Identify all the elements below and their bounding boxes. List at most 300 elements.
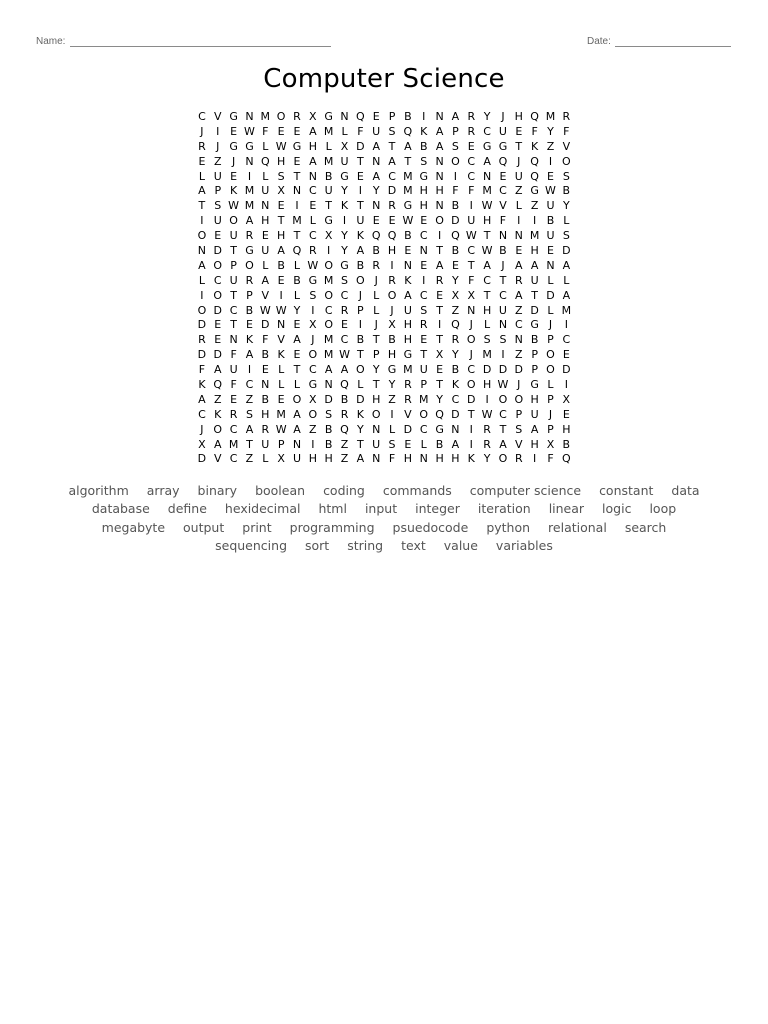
grid-letter[interactable]: T <box>293 169 301 183</box>
grid-letter[interactable]: H <box>451 452 460 466</box>
grid-letter[interactable]: J <box>548 318 553 332</box>
grid-letter[interactable]: A <box>214 437 222 451</box>
grid-letter[interactable]: R <box>340 407 349 421</box>
grid-letter[interactable]: O <box>292 392 302 406</box>
grid-letter[interactable]: O <box>324 258 333 272</box>
grid-letter[interactable]: A <box>293 333 301 347</box>
grid-letter[interactable]: E <box>277 392 285 406</box>
grid-letter[interactable]: T <box>499 273 507 287</box>
grid-letter[interactable]: S <box>562 229 570 243</box>
grid-letter[interactable]: H <box>277 154 286 168</box>
grid-letter[interactable]: A <box>356 244 365 258</box>
grid-letter[interactable]: A <box>435 258 444 272</box>
grid-letter[interactable]: F <box>499 214 507 228</box>
grid-letter[interactable]: I <box>279 288 283 302</box>
grid-letter[interactable]: D <box>562 244 571 258</box>
grid-letter[interactable]: X <box>309 110 317 123</box>
grid-letter[interactable]: N <box>245 154 254 168</box>
grid-letter[interactable]: N <box>308 169 317 183</box>
grid-letter[interactable]: Q <box>340 378 349 392</box>
grid-letter[interactable]: Q <box>498 154 508 168</box>
grid-letter[interactable]: G <box>482 139 492 153</box>
grid-letter[interactable]: Y <box>388 378 396 392</box>
grid-letter[interactable]: T <box>483 229 491 243</box>
grid-letter[interactable]: I <box>358 184 362 198</box>
grid-letter[interactable]: Z <box>213 392 222 406</box>
grid-letter[interactable]: A <box>309 124 317 138</box>
grid-letter[interactable]: Z <box>451 303 460 317</box>
grid-letter[interactable]: E <box>293 348 301 362</box>
grid-letter[interactable]: G <box>387 363 397 377</box>
grid-letter[interactable]: R <box>293 110 301 123</box>
grid-letter[interactable]: S <box>388 124 396 138</box>
grid-letter[interactable]: E <box>515 124 523 138</box>
grid-letter[interactable]: D <box>546 288 555 302</box>
grid-letter[interactable]: S <box>420 303 428 317</box>
grid-letter[interactable]: A <box>372 169 380 183</box>
grid-letter[interactable]: A <box>483 258 491 272</box>
grid-letter[interactable]: E <box>341 318 348 332</box>
grid-letter[interactable]: C <box>499 407 507 421</box>
grid-letter[interactable]: W <box>481 244 493 258</box>
grid-letter[interactable]: G <box>229 139 238 153</box>
grid-letter[interactable]: B <box>499 244 507 258</box>
grid-letter[interactable]: D <box>197 452 207 466</box>
grid-letter[interactable]: U <box>292 452 302 466</box>
grid-letter[interactable]: A <box>530 258 539 272</box>
grid-letter[interactable]: T <box>404 154 412 168</box>
grid-letter[interactable]: U <box>261 437 270 451</box>
grid-letter[interactable]: V <box>499 199 507 213</box>
grid-letter[interactable]: O <box>197 303 207 317</box>
grid-letter[interactable]: N <box>435 154 444 168</box>
grid-letter[interactable]: R <box>245 273 254 287</box>
grid-letter[interactable]: E <box>245 318 253 332</box>
grid-letter[interactable]: P <box>547 392 554 406</box>
grid-letter[interactable]: G <box>308 273 318 287</box>
grid-letter[interactable]: X <box>388 318 396 332</box>
grid-letter[interactable]: O <box>276 110 286 123</box>
grid-letter[interactable]: H <box>387 348 397 362</box>
grid-letter[interactable]: B <box>530 333 539 347</box>
grid-letter[interactable]: Q <box>371 229 381 243</box>
grid-letter[interactable]: G <box>324 110 333 123</box>
grid-letter[interactable]: A <box>451 437 460 451</box>
grid-letter[interactable]: T <box>483 288 491 302</box>
grid-letter[interactable]: A <box>198 258 206 272</box>
grid-letter[interactable]: Z <box>515 303 523 317</box>
grid-letter[interactable]: O <box>435 214 444 228</box>
grid-letter[interactable]: I <box>327 244 331 258</box>
grid-letter[interactable]: H <box>419 199 428 213</box>
grid-letter[interactable]: M <box>529 229 540 243</box>
grid-letter[interactable]: Q <box>451 318 460 332</box>
grid-letter[interactable]: G <box>403 199 413 213</box>
grid-letter[interactable]: I <box>390 258 394 272</box>
grid-letter[interactable]: G <box>419 169 428 183</box>
grid-letter[interactable]: W <box>275 422 287 436</box>
grid-letter[interactable]: E <box>467 139 475 153</box>
grid-letter[interactable]: L <box>484 318 491 332</box>
grid-letter[interactable]: S <box>420 154 428 168</box>
grid-letter[interactable]: J <box>200 124 204 138</box>
grid-letter[interactable]: M <box>260 110 271 123</box>
grid-letter[interactable]: C <box>451 392 460 406</box>
grid-letter[interactable]: O <box>514 392 524 406</box>
grid-letter[interactable]: N <box>372 422 381 436</box>
grid-letter[interactable]: A <box>562 288 571 302</box>
grid-letter[interactable]: O <box>466 333 476 347</box>
grid-letter[interactable]: S <box>451 139 459 153</box>
grid-letter[interactable]: K <box>451 378 460 392</box>
grid-letter[interactable]: X <box>467 288 476 302</box>
grid-letter[interactable]: B <box>293 273 301 287</box>
grid-letter[interactable]: A <box>451 110 460 123</box>
grid-letter[interactable]: A <box>562 258 571 272</box>
grid-letter[interactable]: E <box>547 169 554 183</box>
grid-letter[interactable]: O <box>308 407 318 421</box>
grid-letter[interactable]: O <box>466 378 476 392</box>
grid-letter[interactable]: B <box>451 363 460 377</box>
grid-letter[interactable]: U <box>372 124 381 138</box>
grid-letter[interactable]: G <box>403 348 413 362</box>
grid-letter[interactable]: O <box>213 258 223 272</box>
grid-letter[interactable]: A <box>198 392 206 406</box>
grid-letter[interactable]: E <box>230 169 238 183</box>
grid-letter[interactable]: T <box>293 363 301 377</box>
grid-letter[interactable]: U <box>356 214 365 228</box>
grid-letter[interactable]: I <box>437 229 442 243</box>
grid-letter[interactable]: Y <box>341 184 348 198</box>
grid-letter[interactable]: Q <box>356 110 365 123</box>
grid-letter[interactable]: F <box>198 363 206 377</box>
grid-letter[interactable]: W <box>465 229 477 243</box>
grid-letter[interactable]: E <box>293 154 301 168</box>
grid-letter[interactable]: O <box>498 392 508 406</box>
grid-letter[interactable]: E <box>261 363 269 377</box>
name-field-line[interactable] <box>70 46 331 47</box>
grid-letter[interactable]: K <box>230 184 238 198</box>
grid-letter[interactable]: K <box>356 229 364 243</box>
grid-letter[interactable]: F <box>468 184 475 198</box>
grid-letter[interactable]: C <box>419 229 428 243</box>
grid-letter[interactable]: X <box>435 348 444 362</box>
grid-letter[interactable]: E <box>230 124 238 138</box>
grid-letter[interactable]: Y <box>341 229 348 243</box>
grid-letter[interactable]: E <box>420 258 428 272</box>
grid-letter[interactable]: Y <box>562 199 570 213</box>
grid-letter[interactable]: I <box>469 437 473 451</box>
grid-letter[interactable]: U <box>467 214 476 228</box>
grid-letter[interactable]: J <box>501 110 505 123</box>
grid-letter[interactable]: C <box>419 422 428 436</box>
grid-letter[interactable]: X <box>562 392 571 406</box>
grid-letter[interactable]: S <box>341 273 348 287</box>
grid-letter[interactable]: K <box>356 407 364 421</box>
grid-letter[interactable]: X <box>277 452 285 466</box>
grid-letter[interactable]: L <box>547 378 554 392</box>
grid-letter[interactable]: K <box>404 273 412 287</box>
grid-letter[interactable]: O <box>245 258 254 272</box>
grid-letter[interactable]: H <box>308 139 317 153</box>
grid-letter[interactable]: O <box>546 363 555 377</box>
grid-letter[interactable]: H <box>482 378 492 392</box>
grid-letter[interactable]: Z <box>530 199 539 213</box>
grid-letter[interactable]: A <box>499 437 507 451</box>
grid-letter[interactable]: X <box>451 288 460 302</box>
grid-letter[interactable]: U <box>372 437 381 451</box>
grid-letter[interactable]: Z <box>213 154 222 168</box>
grid-letter[interactable]: A <box>245 422 254 436</box>
grid-letter[interactable]: O <box>197 229 207 243</box>
grid-letter[interactable]: A <box>372 139 380 153</box>
grid-letter[interactable]: R <box>404 392 412 406</box>
grid-letter[interactable]: B <box>324 437 333 451</box>
grid-letter[interactable]: V <box>214 452 222 466</box>
grid-letter[interactable]: I <box>533 452 537 466</box>
grid-letter[interactable]: D <box>387 184 397 198</box>
grid-letter[interactable]: V <box>214 110 222 123</box>
grid-letter[interactable]: O <box>498 452 508 466</box>
grid-letter[interactable]: J <box>548 407 553 421</box>
grid-letter[interactable]: L <box>325 139 332 153</box>
grid-letter[interactable]: C <box>499 184 507 198</box>
grid-letter[interactable]: B <box>451 199 460 213</box>
grid-letter[interactable]: L <box>357 378 364 392</box>
grid-letter[interactable]: R <box>261 422 270 436</box>
grid-letter[interactable]: P <box>246 288 253 302</box>
grid-letter[interactable]: D <box>213 348 222 362</box>
grid-letter[interactable]: L <box>515 199 522 213</box>
grid-letter[interactable]: W <box>402 214 414 228</box>
grid-letter[interactable]: D <box>451 407 460 421</box>
grid-letter[interactable]: X <box>340 139 349 153</box>
grid-letter[interactable]: S <box>214 199 222 213</box>
grid-letter[interactable]: L <box>420 437 427 451</box>
grid-letter[interactable]: H <box>261 407 270 421</box>
grid-letter[interactable]: I <box>247 169 252 183</box>
grid-letter[interactable]: E <box>214 318 222 332</box>
grid-letter[interactable]: G <box>340 258 349 272</box>
grid-letter[interactable]: H <box>435 184 444 198</box>
grid-letter[interactable]: S <box>562 169 570 183</box>
grid-letter[interactable]: L <box>278 378 285 392</box>
grid-letter[interactable]: O <box>371 407 381 421</box>
grid-letter[interactable]: P <box>372 348 380 362</box>
grid-letter[interactable]: B <box>562 184 571 198</box>
grid-letter[interactable]: M <box>323 333 334 347</box>
grid-letter[interactable]: O <box>213 422 223 436</box>
grid-letter[interactable]: Z <box>340 452 349 466</box>
grid-letter[interactable]: X <box>309 392 317 406</box>
grid-letter[interactable]: E <box>420 333 428 347</box>
grid-letter[interactable]: M <box>323 273 334 287</box>
grid-letter[interactable]: T <box>198 199 206 213</box>
grid-letter[interactable]: C <box>483 124 491 138</box>
grid-letter[interactable]: I <box>422 273 426 287</box>
grid-letter[interactable]: O <box>387 288 397 302</box>
grid-letter[interactable]: H <box>403 333 413 347</box>
grid-letter[interactable]: U <box>403 303 412 317</box>
grid-letter[interactable]: W <box>481 407 493 421</box>
grid-letter[interactable]: Z <box>388 392 396 406</box>
grid-letter[interactable]: I <box>342 214 347 228</box>
grid-letter[interactable]: C <box>467 169 476 183</box>
grid-letter[interactable]: O <box>308 348 318 362</box>
grid-letter[interactable]: R <box>245 229 254 243</box>
grid-letter[interactable]: U <box>498 124 507 138</box>
grid-letter[interactable]: R <box>198 333 206 347</box>
grid-letter[interactable]: I <box>390 407 394 421</box>
grid-letter[interactable]: P <box>277 437 285 451</box>
grid-letter[interactable]: W <box>481 199 493 213</box>
grid-letter[interactable]: D <box>530 303 539 317</box>
grid-letter[interactable]: R <box>514 452 523 466</box>
grid-letter[interactable]: U <box>419 363 428 377</box>
grid-letter[interactable]: C <box>229 452 238 466</box>
grid-letter[interactable]: W <box>275 303 287 317</box>
grid-letter[interactable]: B <box>419 139 428 153</box>
grid-letter[interactable]: A <box>356 452 365 466</box>
grid-letter[interactable]: L <box>262 169 269 183</box>
grid-letter[interactable]: E <box>436 288 444 302</box>
grid-letter[interactable]: N <box>419 244 428 258</box>
grid-letter[interactable]: D <box>562 363 571 377</box>
grid-letter[interactable]: C <box>308 363 317 377</box>
grid-letter[interactable]: Y <box>452 348 459 362</box>
grid-letter[interactable]: D <box>451 214 460 228</box>
grid-letter[interactable]: A <box>404 288 412 302</box>
grid-letter[interactable]: P <box>531 348 538 362</box>
grid-letter[interactable]: G <box>530 184 539 198</box>
grid-letter[interactable]: K <box>531 139 539 153</box>
grid-letter[interactable]: B <box>356 333 365 347</box>
grid-letter[interactable]: Q <box>451 229 460 243</box>
grid-letter[interactable]: F <box>262 124 269 138</box>
grid-letter[interactable]: Q <box>530 169 539 183</box>
grid-letter[interactable]: N <box>435 199 444 213</box>
grid-letter[interactable]: M <box>323 348 334 362</box>
grid-letter[interactable]: A <box>293 422 301 436</box>
grid-letter[interactable]: E <box>198 154 206 168</box>
grid-letter[interactable]: U <box>514 169 523 183</box>
grid-letter[interactable]: O <box>324 288 333 302</box>
grid-letter[interactable]: Y <box>356 422 364 436</box>
grid-letter[interactable]: J <box>374 273 378 287</box>
grid-letter[interactable]: X <box>324 229 333 243</box>
grid-letter[interactable]: U <box>229 273 238 287</box>
grid-letter[interactable]: H <box>530 392 539 406</box>
grid-letter[interactable]: J <box>311 333 315 347</box>
grid-letter[interactable]: E <box>293 318 301 332</box>
grid-letter[interactable]: G <box>245 139 254 153</box>
grid-letter[interactable]: Z <box>245 392 254 406</box>
grid-letter[interactable]: F <box>230 348 237 362</box>
grid-letter[interactable]: M <box>323 124 334 138</box>
grid-letter[interactable]: J <box>374 318 378 332</box>
grid-letter[interactable]: M <box>418 392 429 406</box>
grid-letter[interactable]: A <box>324 363 333 377</box>
grid-letter[interactable]: E <box>420 214 428 228</box>
grid-letter[interactable]: G <box>530 318 539 332</box>
grid-letter[interactable]: G <box>292 139 302 153</box>
grid-letter[interactable]: M <box>276 407 286 421</box>
grid-letter[interactable]: E <box>214 333 222 347</box>
grid-letter[interactable]: L <box>309 214 316 228</box>
grid-letter[interactable]: V <box>261 288 270 302</box>
grid-letter[interactable]: P <box>531 363 538 377</box>
grid-letter[interactable]: H <box>530 437 539 451</box>
grid-letter[interactable]: T <box>356 348 364 362</box>
grid-letter[interactable]: A <box>404 139 412 153</box>
grid-letter[interactable]: F <box>388 452 396 466</box>
grid-letter[interactable]: N <box>261 378 270 392</box>
grid-letter[interactable]: I <box>564 378 568 392</box>
grid-letter[interactable]: H <box>387 244 397 258</box>
grid-letter[interactable]: L <box>293 378 301 392</box>
grid-letter[interactable]: U <box>546 199 555 213</box>
grid-letter[interactable]: L <box>373 303 380 317</box>
grid-letter[interactable]: L <box>341 124 348 138</box>
grid-letter[interactable]: I <box>200 214 204 228</box>
grid-letter[interactable]: B <box>546 214 555 228</box>
grid-letter[interactable]: R <box>388 199 396 213</box>
grid-letter[interactable]: B <box>261 392 270 406</box>
grid-letter[interactable]: R <box>419 318 428 332</box>
grid-letter[interactable]: N <box>467 303 476 317</box>
grid-letter[interactable]: C <box>388 169 396 183</box>
grid-letter[interactable]: E <box>277 124 285 138</box>
grid-letter[interactable]: S <box>309 288 317 302</box>
grid-letter[interactable]: T <box>420 348 428 362</box>
grid-letter[interactable]: K <box>245 333 254 347</box>
grid-letter[interactable]: T <box>436 378 443 392</box>
grid-letter[interactable]: Y <box>452 273 459 287</box>
grid-letter[interactable]: H <box>482 214 492 228</box>
grid-letter[interactable]: T <box>531 288 538 302</box>
grid-letter[interactable]: F <box>230 378 237 392</box>
grid-letter[interactable]: R <box>229 407 238 421</box>
grid-letter[interactable]: O <box>229 214 238 228</box>
grid-letter[interactable]: P <box>515 407 523 421</box>
grid-letter[interactable]: L <box>373 288 380 302</box>
grid-letter[interactable]: D <box>498 363 508 377</box>
grid-letter[interactable]: U <box>530 407 539 421</box>
grid-letter[interactable]: I <box>216 124 220 138</box>
grid-letter[interactable]: Y <box>293 303 301 317</box>
grid-letter[interactable]: C <box>467 244 476 258</box>
grid-letter[interactable]: C <box>198 407 206 421</box>
grid-letter[interactable]: X <box>198 437 206 451</box>
grid-letter[interactable]: N <box>372 452 381 466</box>
grid-letter[interactable]: Y <box>483 110 491 123</box>
grid-letter[interactable]: I <box>311 303 315 317</box>
grid-letter[interactable]: L <box>563 214 570 228</box>
grid-letter[interactable]: T <box>356 154 364 168</box>
grid-letter[interactable]: L <box>547 303 554 317</box>
grid-letter[interactable]: A <box>309 154 317 168</box>
grid-letter[interactable]: V <box>404 407 412 421</box>
grid-letter[interactable]: N <box>229 333 238 347</box>
grid-letter[interactable]: H <box>435 452 444 466</box>
grid-letter[interactable]: M <box>244 184 255 198</box>
grid-letter[interactable]: N <box>340 110 349 123</box>
grid-letter[interactable]: R <box>451 333 460 347</box>
grid-letter[interactable]: T <box>246 437 253 451</box>
grid-letter[interactable]: Y <box>483 452 491 466</box>
grid-letter[interactable]: L <box>262 258 269 272</box>
grid-letter[interactable]: N <box>277 318 286 332</box>
